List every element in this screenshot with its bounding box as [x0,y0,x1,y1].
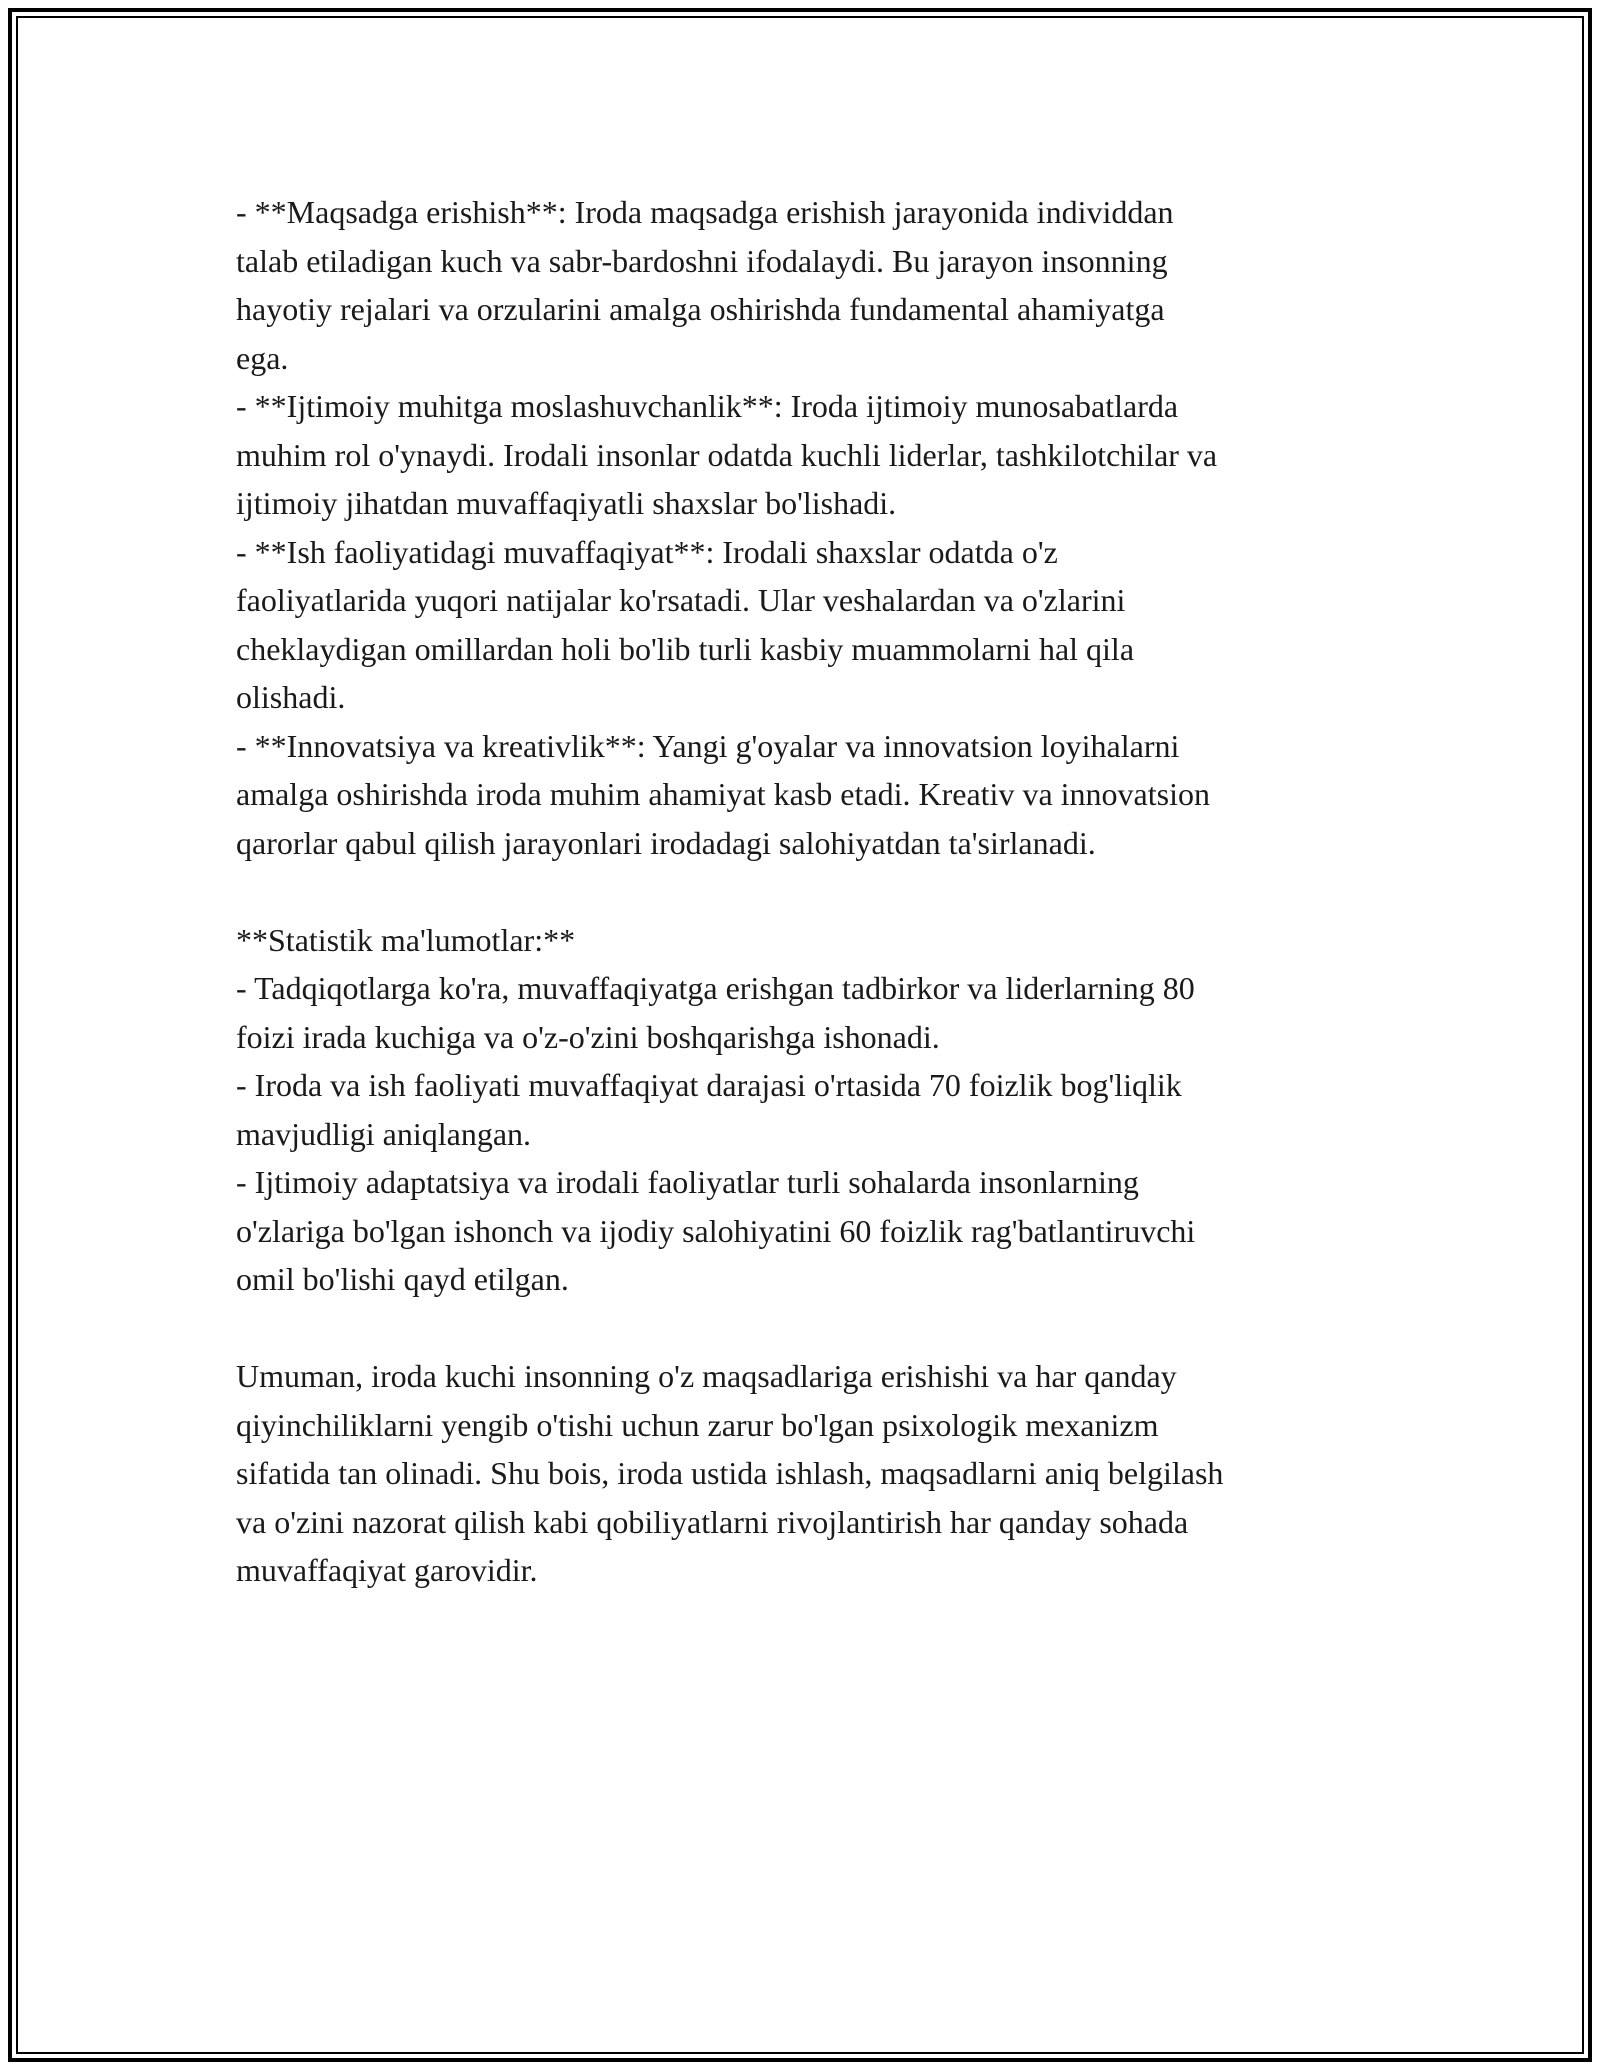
text-line: muhim rol o'ynaydi. Irodali insonlar odatda kuchli liderlar, tashkilotchilar va [236,436,1218,473]
section-heading: **Statistik ma'lumotlar:** [236,921,576,958]
paragraph-spacer [236,1304,1376,1353]
text-line: omil bo'lishi qayd etilgan. [236,1261,569,1297]
paragraph-spacer [236,867,1376,916]
paragraph-conclusion [236,1352,1376,1595]
text-line: sifatida tan olinadi. Shu bois, iroda ustida ishlash, maqsadlarni aniq belgilash [236,1455,1224,1491]
text-line: faoliyatlarida yuqori natijalar ko'rsatadi. Ular veshalardan va o'zlarini [236,582,1126,618]
text-line: Umuman, iroda kuchi insonning o'z maqsadlariga erishishi va har qanday [236,1358,1177,1394]
text-line: mavjudligi aniqlangan. [236,1115,532,1152]
text-line: - Ijtimoiy adaptatsiya va irodali faoliyatlar turli sohalarda insonlarning [236,1164,1139,1200]
text-line: - **Innovatsiya va kreativlik**: Yangi g'oyalar va innovatsion loyihalarni [236,727,1180,764]
text-line: muvaffaqiyat garovidir. [236,1552,538,1588]
text-line: - **Ish faoliyatidagi muvaffaqiyat**: Irodali shaxslar odatda o'z [236,533,1058,570]
paragraph-willpower-aspects [236,188,1376,867]
text-line: ijtimoiy jihatdan muvaffaqiyatli shaxslar bo'lishadi. [236,485,897,521]
document-body [236,188,1376,1595]
text-line: o'zlariga bo'lgan ishonch va ijodiy salohiyatini 60 foizlik rag'batlantiruvchi [236,1212,1196,1249]
text-line: - Tadqiqotlarga ko'ra, muvaffaqiyatga erishgan tadbirkor va liderlarning 80 [236,970,1195,1006]
text-line: foizi irada kuchiga va o'z-o'zini boshqarishga ishonadi. [236,1018,940,1055]
paragraph-statistics [236,916,1376,1304]
text-line: qiyinchiliklarni yengib o'tishi uchun zarur bo'lgan psixologik mexanizm [236,1406,1159,1443]
text-line: - **Maqsadga erishish**: Iroda maqsadga erishish jarayonida individdan [236,194,1174,230]
text-line: olishadi. [236,679,346,715]
text-line: - **Ijtimoiy muhitga moslashuvchanlik**: Iroda ijtimoiy munosabatlarda [236,388,1179,424]
text-line: qarorlar qabul qilish jarayonlari irodadagi salohiyatdan ta'sirlanadi. [236,824,1096,861]
text-line: ega. [236,339,289,376]
text-line: va o'zini nazorat qilish kabi qobiliyatlarni rivojlantirish har qanday sohada [236,1503,1189,1540]
text-line: amalga oshirishda iroda muhim ahamiyat kasb etadi. Kreativ va innovatsion [236,776,1210,812]
text-line: - Iroda va ish faoliyati muvaffaqiyat darajasi o'rtasida 70 foizlik bog'liqlik [236,1067,1182,1103]
text-line: talab etiladigan kuch va sabr-bardoshni ifodalaydi. Bu jarayon insonning [236,242,1168,279]
text-line: hayotiy rejalari va orzularini amalga oshirishda fundamental ahamiyatga [236,291,1165,327]
text-line: cheklaydigan omillardan holi bo'lib turli kasbiy muammolarni hal qila [236,630,1135,667]
